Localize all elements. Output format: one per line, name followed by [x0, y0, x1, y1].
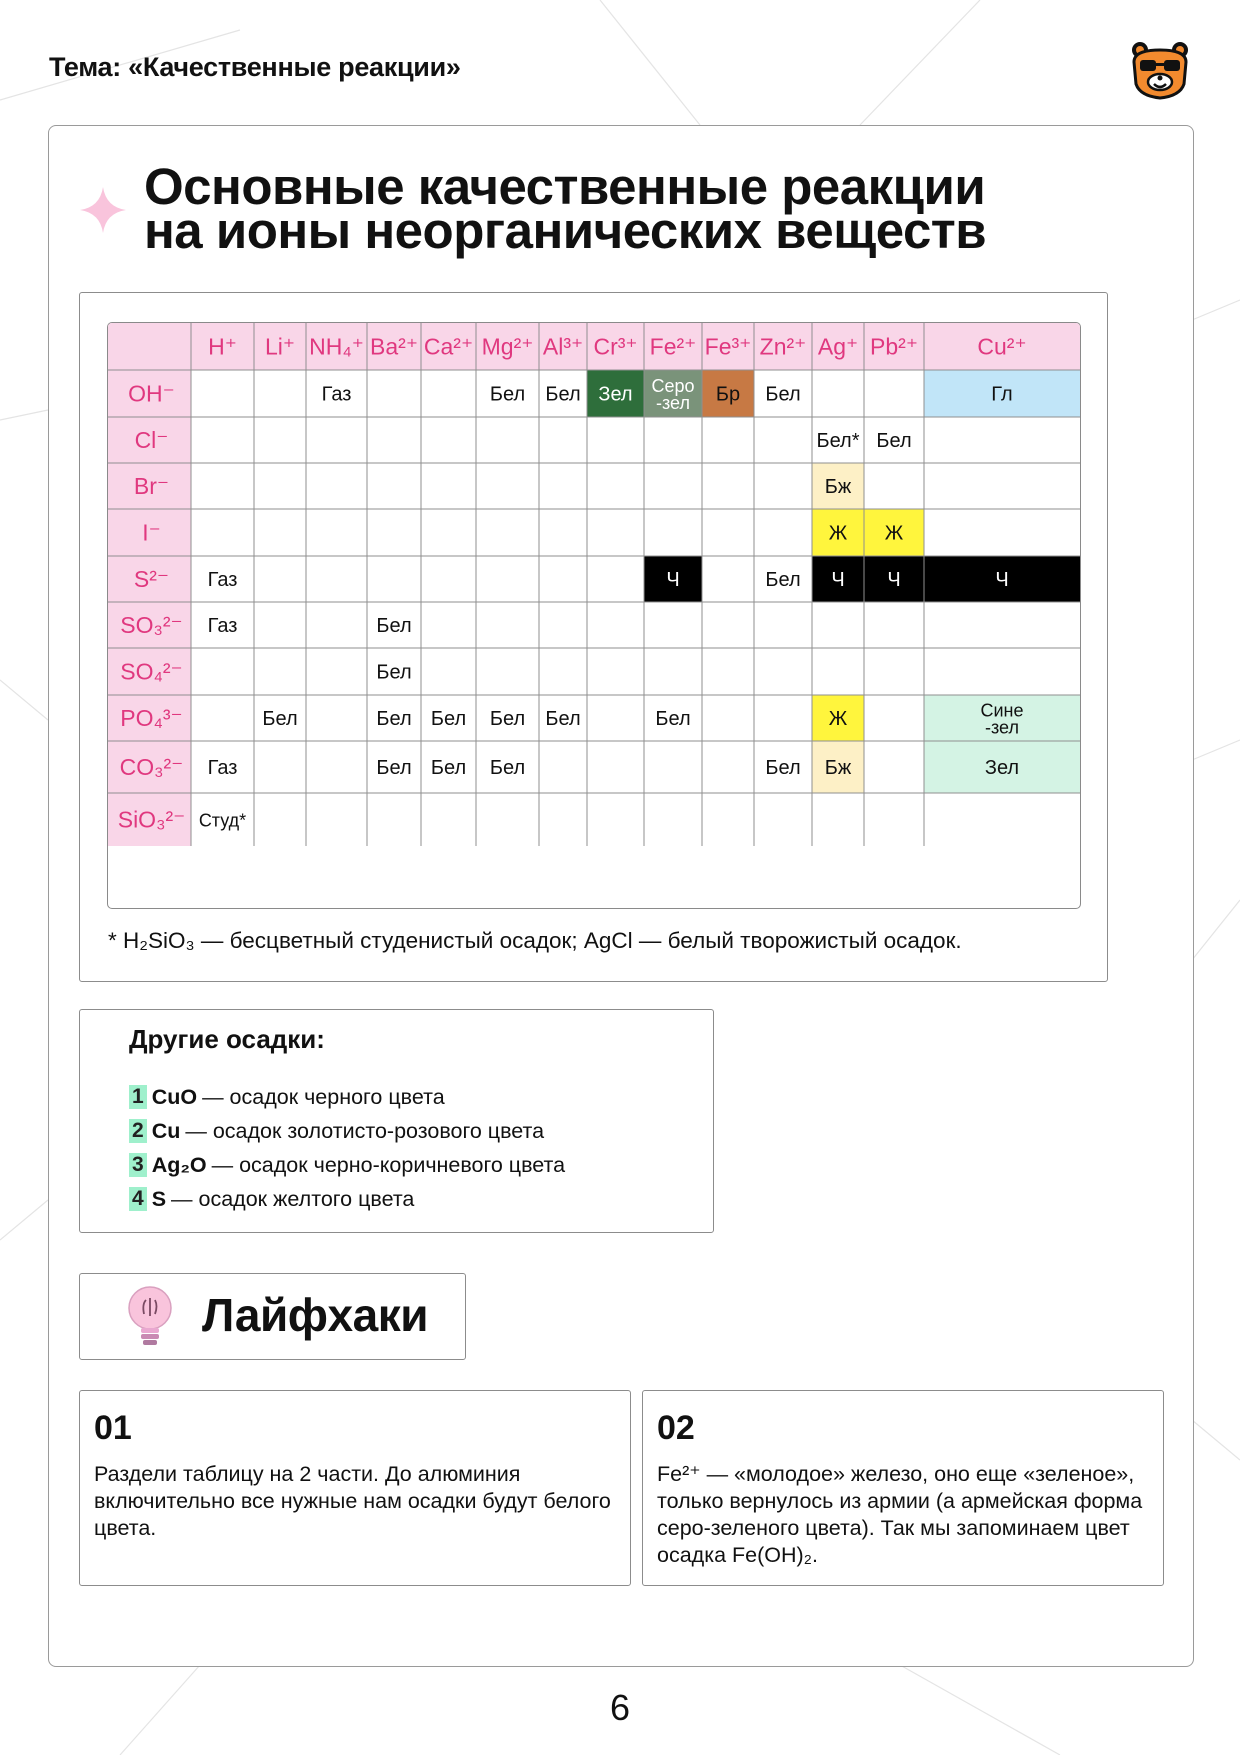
light-bulb-icon [124, 1284, 176, 1350]
item-text: — осадок черного цвета [202, 1084, 445, 1109]
list-item [129, 1080, 565, 1114]
table-cell-value: Бел [376, 757, 412, 779]
list-item [129, 1114, 565, 1148]
cation-header: Cr³⁺ [593, 333, 638, 360]
table-cell-value: Бел [765, 569, 801, 591]
cation-header: Pb²⁺ [870, 333, 918, 360]
table-cell-value: Бр [715, 383, 741, 406]
cation-header: Mg²⁺ [481, 333, 534, 360]
cation-header: Fe²⁺ [649, 333, 697, 360]
item-number: 3 [129, 1153, 147, 1177]
table-cell-value: Бел* [816, 430, 860, 452]
title-line-1: Основные качественные реакции [144, 158, 986, 215]
item-formula: S [151, 1186, 167, 1211]
lifehack-text: Раздели таблицу на 2 части. До алюминия включительно все нужные нам осадки будут белого цвета. [94, 1462, 611, 1540]
table-footnote: * H₂SiO₃ — бесцветный студенистый осадок; AgCl — белый творожистый осадок. [108, 928, 962, 953]
table-cell-value: -зел [656, 393, 690, 414]
ion-reaction-table [108, 323, 1080, 908]
item-number: 4 [129, 1187, 147, 1211]
cation-header: Ca²⁺ [423, 333, 474, 360]
anion-header: OH⁻ [128, 380, 175, 407]
lifehack-number: 02 [657, 1409, 695, 1447]
table-cell-value: Ч [887, 569, 901, 591]
lifehacks-header [79, 1273, 466, 1360]
item-formula: Ag₂O [151, 1152, 207, 1177]
cation-header: Ba²⁺ [370, 333, 418, 360]
table-cell-value: Бел [489, 383, 526, 406]
item-number: 2 [129, 1119, 147, 1143]
item-number: 1 [129, 1085, 147, 1109]
title-line-2: на ионы неорганических веществ [144, 202, 987, 259]
cation-header: Al³⁺ [542, 333, 584, 360]
cation-header: Fe³⁺ [704, 333, 752, 360]
cation-header: H⁺ [208, 333, 237, 360]
anion-header: SO₄²⁻ [120, 658, 183, 685]
anion-header: S²⁻ [133, 566, 170, 592]
table-cell-value: Бел [545, 383, 581, 406]
anion-header: I⁻ [142, 519, 161, 546]
table-cell-value: Зел [984, 757, 1020, 779]
table-cell-value: Бел [545, 708, 581, 730]
table-cell-value: Сине [980, 700, 1024, 721]
lifehack-text: Fe²⁺ — «молодое» железо, оно еще «зеленое», только вернулось из армии (а армейская форма серо-зеленого цвета). Так мы запоминаем цвет осадка Fe(OH)₂. [657, 1462, 1143, 1567]
anion-header: Br⁻ [133, 473, 170, 499]
table-cell-value: Бел [376, 708, 412, 730]
page-number: 6 [609, 1687, 631, 1728]
table-cell-value: Бел [376, 661, 412, 684]
cation-header: NH₄⁺ [309, 333, 364, 360]
table-cell-value: Газ [207, 757, 238, 779]
bear-with-sunglasses-icon [1128, 40, 1192, 100]
table-cell-value: Серо [651, 375, 695, 396]
table-cell-value: Газ [207, 569, 238, 591]
table-cell-value: Гл [991, 383, 1013, 406]
table-cell-value: Бел [262, 708, 298, 730]
table-cell-value: Ж [884, 522, 904, 545]
table-cell-value: Зел [598, 383, 633, 406]
table-cell-value: Ж [828, 708, 848, 730]
other-precipitates-list [129, 1080, 565, 1216]
table-cell-value: Бел [655, 708, 691, 730]
topic-heading: Тема: «Качественные реакции» [49, 52, 461, 82]
anion-header: CO₃²⁻ [119, 754, 184, 780]
lifehack-number: 01 [94, 1409, 132, 1447]
table-cell-value: Ж [828, 522, 848, 545]
table-cell-value: Газ [207, 615, 238, 637]
sparkle-icon [78, 185, 128, 235]
table-cell-value: Бел [430, 708, 467, 730]
item-text: — осадок черно-коричневого цвета [211, 1152, 566, 1177]
lifehack-card-2 [642, 1390, 1164, 1586]
table-cell-value: Ч [666, 569, 680, 591]
item-text: — осадок желтого цвета [171, 1186, 415, 1211]
cation-header: Zn²⁺ [759, 333, 807, 360]
table-cell-value: Бж [824, 757, 852, 779]
table-cell-value: Студ* [198, 810, 247, 831]
cation-header: Ag⁺ [817, 333, 859, 360]
page-title [144, 158, 987, 259]
table-cell-value: Бел [765, 757, 801, 779]
table-cell-value: -зел [985, 717, 1019, 738]
lifehacks-title: Лайфхаки [202, 1289, 428, 1341]
cation-header: Cu²⁺ [977, 333, 1027, 360]
table-cell-value: Бел [430, 757, 467, 779]
table-cell-value: Бел [376, 615, 412, 637]
table-cell-value: Бел [489, 708, 526, 730]
anion-header: Cl⁻ [134, 427, 169, 453]
other-precipitates-title: Другие осадки: [129, 1024, 325, 1054]
list-item [129, 1148, 565, 1182]
table-cell-value: Ч [831, 569, 845, 591]
table-cell-value: Бж [824, 476, 852, 498]
anion-header: SO₃²⁻ [120, 612, 183, 638]
table-cell-value: Бел [765, 383, 801, 406]
table-cell-value: Бел [489, 757, 526, 779]
other-precipitates-box [79, 1009, 714, 1233]
table-cell-value: Бел [876, 430, 912, 452]
list-item [129, 1182, 565, 1216]
anion-header: PO₄³⁻ [120, 705, 183, 731]
lifehack-card-1 [79, 1390, 631, 1586]
table-cell-value: Ч [995, 569, 1009, 591]
anion-header: SiO₃²⁻ [117, 806, 186, 833]
cation-header: Li⁺ [264, 333, 296, 360]
item-formula: Cu [151, 1118, 181, 1143]
item-formula: CuO [151, 1084, 198, 1109]
reaction-table-box [107, 322, 1081, 909]
item-text: — осадок золотисто-розового цвета [185, 1118, 545, 1143]
table-cell-value: Газ [321, 383, 352, 406]
